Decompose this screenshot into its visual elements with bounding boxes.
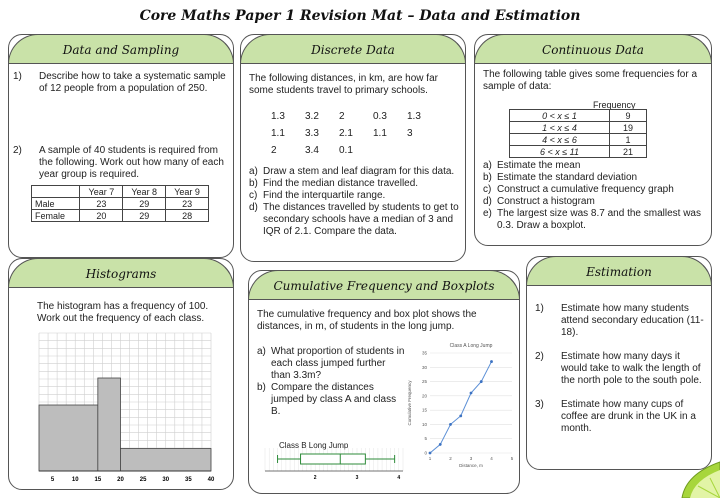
x-tick-label: 25 — [139, 477, 147, 483]
x-tick-label: 35 — [185, 477, 192, 483]
class-interval-cell: 6 < x ≤ 11 — [510, 146, 610, 158]
x-tick-label: 1 — [428, 456, 432, 461]
x-tick-label: 15 — [94, 477, 102, 483]
histogram-chart — [29, 329, 219, 484]
x-tick-label: 20 — [117, 477, 124, 483]
frequency-table — [509, 109, 647, 158]
continuous-intro: The following table gives some frequencies for a sample of data: — [483, 69, 698, 92]
continuous-data-card — [474, 34, 712, 246]
year-group-table — [31, 185, 209, 222]
x-axis-label: Distance, m — [459, 463, 483, 468]
histogram-bar — [39, 405, 98, 471]
x-tick-label: 30 — [162, 477, 170, 483]
frequency-cell: 9 — [610, 110, 647, 122]
table-cell: 28 — [166, 210, 209, 222]
value-cell: 1.3 — [407, 111, 421, 122]
list-item: b) Compare the distances jumped by class A and class B. — [257, 382, 397, 417]
y-tick-label: 30 — [421, 364, 427, 370]
estimation-card — [526, 256, 712, 470]
list-item: 2) A sample of 40 students is required from the following. Work out how many of each year group is required. — [13, 145, 224, 180]
value-cell: 2 — [339, 111, 345, 122]
value-cell: 3 — [407, 128, 413, 139]
boxplot-title: Class B Long Jump — [279, 441, 349, 450]
table-row — [510, 134, 647, 146]
frequency-cell: 1 — [610, 134, 647, 146]
table-cell: 29 — [123, 210, 166, 222]
list-item: b) Find the median distance travelled. — [249, 178, 419, 189]
value-row — [271, 108, 461, 125]
y-tick-label: 5 — [424, 436, 427, 442]
x-tick-label: 3 — [355, 475, 359, 481]
discrete-data-card — [240, 34, 466, 262]
x-tick-label: 4 — [397, 475, 401, 481]
list-item: 3) Estimate how many cups of coffee are drunk in the UK in a month. — [535, 399, 696, 434]
y-tick-label: 0 — [424, 450, 427, 456]
y-tick-label: 25 — [421, 379, 427, 385]
table-cell: 29 — [123, 198, 166, 210]
value-row — [271, 125, 461, 142]
value-cell: 1.3 — [271, 111, 285, 122]
y-tick-label: 15 — [421, 407, 427, 413]
frequency-column-header: Frequency — [593, 100, 636, 110]
x-tick-label: 5 — [510, 456, 514, 461]
x-tick-label: 2 — [449, 456, 452, 461]
table-row — [32, 198, 209, 210]
series-line — [430, 362, 492, 453]
cumulative-questions — [257, 346, 405, 418]
discrete-data-heading: Discrete Data — [240, 34, 466, 64]
table-cell: 23 — [166, 198, 209, 210]
value-cell: 1.1 — [271, 128, 285, 139]
chart-title: Class A Long Jump — [449, 343, 493, 349]
list-item: e) The largest size was 8.7 and the smallest was 0.3. Draw a boxplot. — [483, 208, 701, 231]
value-cell: 0.1 — [339, 145, 353, 156]
distance-values — [271, 108, 461, 159]
estimation-questions — [535, 303, 707, 435]
x-tick-label: 5 — [50, 477, 55, 483]
estimation-heading: Estimation — [526, 256, 712, 286]
value-row — [271, 142, 461, 159]
list-item: a) Draw a stem and leaf diagram for this data. — [249, 166, 455, 177]
table-row — [510, 146, 647, 158]
discrete-intro: The following distances, in km, are how far some students travel to primary schools. — [249, 73, 438, 96]
histogram-instructions: The histogram has a frequency of 100. Work out the frequency of each class. — [37, 301, 209, 324]
discrete-questions — [249, 166, 459, 238]
table-row — [510, 122, 647, 134]
list-item: d) Construct a histogram — [483, 196, 595, 207]
list-item: a) Estimate the mean — [483, 160, 581, 171]
table-row — [32, 210, 209, 222]
x-tick-label: 2 — [313, 475, 317, 481]
y-axis-label: Cumulative Frequency — [407, 380, 412, 426]
cumulative-frequency-chart — [404, 339, 519, 477]
y-tick-label: 20 — [421, 393, 427, 399]
cumulative-intro: The cumulative frequency and box plot shows the distances, in m, of students in the long jump. — [257, 309, 477, 332]
class-interval-cell: 0 < x ≤ 1 — [510, 110, 610, 122]
table-cell: 23 — [80, 198, 123, 210]
list-item: a) What proportion of students in each class jumped further than 3.3m? — [257, 346, 405, 381]
x-tick-label: 10 — [71, 477, 79, 483]
data-point — [490, 360, 493, 363]
list-item: 1) Describe how to take a systematic sample of 12 people from a population of 250. — [13, 71, 226, 94]
class-interval-cell: 1 < x ≤ 4 — [510, 122, 610, 134]
list-item: b) Estimate the standard deviation — [483, 172, 638, 183]
cumulative-card — [248, 270, 520, 494]
boxplot-chart — [259, 447, 409, 485]
value-cell: 2 — [271, 145, 277, 156]
table-cell: Male — [32, 198, 80, 210]
value-cell: 3.4 — [305, 145, 319, 156]
data-point — [449, 423, 452, 426]
table-row — [510, 110, 647, 122]
value-cell: 1.1 — [373, 128, 387, 139]
value-cell: 0.3 — [373, 111, 387, 122]
table-cell: Female — [32, 210, 80, 222]
y-tick-label: 10 — [421, 421, 427, 427]
histogram-bar — [120, 449, 211, 472]
list-item: 1) Estimate how many students attend secondary education (11-18). — [535, 303, 704, 338]
lime-slice-icon — [676, 456, 720, 498]
data-sampling-card — [8, 34, 234, 258]
x-tick-label: 40 — [207, 477, 215, 483]
histogram-bar — [98, 378, 121, 471]
histograms-card — [8, 258, 234, 490]
frequency-cell: 21 — [610, 146, 647, 158]
histograms-heading: Histograms — [8, 258, 234, 288]
data-point — [470, 392, 473, 395]
x-tick-label: 4 — [490, 456, 493, 461]
list-item: d) The distances travelled by students to get to secondary schools have a median of 3 and IQR of 2.1. Compare the data. — [249, 202, 459, 237]
value-cell: 3.3 — [305, 128, 319, 139]
table-row — [32, 186, 209, 198]
value-cell: 2.1 — [339, 128, 353, 139]
data-point — [439, 443, 442, 446]
x-tick-label: 3 — [469, 456, 473, 461]
box — [301, 454, 366, 464]
cumulative-heading: Cumulative Frequency and Boxplots — [248, 270, 520, 300]
data-sampling-heading: Data and Sampling — [8, 34, 234, 64]
y-tick-label: 35 — [421, 350, 427, 356]
data-point — [480, 380, 483, 383]
data-point — [429, 452, 432, 455]
data-sampling-questions-2 — [13, 145, 227, 181]
list-item: c) Construct a cumulative frequency graph — [483, 184, 674, 195]
data-point — [459, 414, 462, 417]
class-interval-cell: 4 < x ≤ 6 — [510, 134, 610, 146]
data-sampling-questions — [13, 71, 227, 95]
list-item: 2) Estimate how many days it would take to walk the length of the north pole to the south pole. — [535, 351, 702, 386]
continuous-questions — [483, 160, 705, 232]
table-cell: 20 — [80, 210, 123, 222]
table-header-cell: Year 7 — [80, 186, 123, 198]
continuous-data-heading: Continuous Data — [474, 34, 712, 64]
frequency-cell: 19 — [610, 122, 647, 134]
list-item: c) Find the interquartile range. — [249, 190, 386, 201]
page-title: Core Maths Paper 1 Revision Mat – Data and Estimation — [139, 8, 581, 24]
value-cell: 3.2 — [305, 111, 319, 122]
table-header-cell: Year 8 — [123, 186, 166, 198]
table-header-cell — [32, 186, 80, 198]
table-header-cell: Year 9 — [166, 186, 209, 198]
